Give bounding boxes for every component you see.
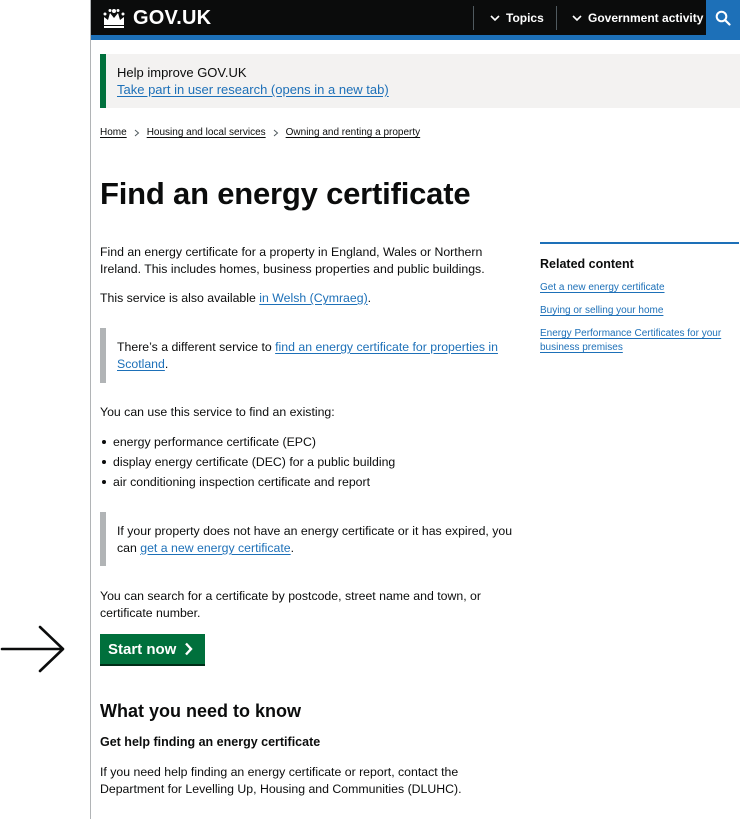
user-research-banner: [100, 54, 740, 108]
expired-text-prefix: If your property does not have an energy certificate or it has expired, you can: [117, 524, 513, 555]
government-activity-label: Government activity: [588, 10, 704, 25]
help-paragraph: If you need help finding an energy certificate or report, contact the Department for Levelling Up, Housing and Communities (DLUHC).: [100, 765, 462, 796]
welsh-availability-paragraph: [100, 290, 520, 307]
user-research-link[interactable]: Take part in user research (opens in a new tab): [117, 82, 389, 97]
get-help-heading: Get help finding an energy certificate: [100, 735, 321, 749]
crown-icon: [101, 7, 127, 29]
header-blue-bar: [91, 35, 740, 40]
welsh-text-prefix: This service is also available: [100, 291, 260, 305]
header-divider: [556, 6, 557, 30]
topics-label: Topics: [506, 10, 544, 25]
chevron-down-icon: [572, 14, 582, 22]
start-now-label: Start now: [108, 640, 177, 658]
topics-menu-button[interactable]: [490, 0, 544, 35]
intro-paragraph: Find an energy certificate for a property in England, Wales or Northern Ireland. This includes homes, business properties and public buildings.: [100, 245, 485, 276]
certificate-types-list: [100, 432, 395, 492]
site-header: [91, 0, 750, 35]
breadcrumb-home[interactable]: Home: [100, 127, 127, 138]
breadcrumb-owning-renting[interactable]: Owning and renting a property: [285, 127, 421, 138]
welsh-text-suffix: .: [367, 291, 372, 305]
list-item: display energy certificate (DEC) for a public building: [100, 452, 395, 472]
search-icon: [715, 10, 731, 26]
related-link-business-premises[interactable]: Energy Performance Certificates for your business premises: [540, 328, 722, 353]
related-link-new-certificate[interactable]: Get a new energy certificate: [540, 282, 665, 293]
breadcrumb-housing[interactable]: Housing and local services: [146, 127, 266, 138]
chevron-down-icon: [490, 14, 500, 22]
header-divider: [473, 6, 474, 30]
expired-text-suffix: .: [290, 541, 295, 555]
welsh-link[interactable]: in Welsh (Cymraeg): [259, 291, 368, 305]
page: [91, 0, 750, 819]
govuk-logo-text: GOV.UK: [133, 6, 212, 29]
banner-title: Help improve GOV.UK: [117, 65, 247, 80]
related-content-title: Related content: [540, 257, 634, 271]
government-activity-menu-button[interactable]: [572, 0, 703, 35]
existing-intro-text: You can use this service to find an existing:: [100, 405, 335, 419]
scotland-inset-text: [100, 328, 520, 383]
related-link-buying-selling[interactable]: Buying or selling your home: [540, 305, 664, 316]
govuk-home-link[interactable]: [101, 6, 211, 30]
start-now-button[interactable]: [100, 634, 205, 664]
get-new-certificate-link[interactable]: get a new energy certificate: [140, 541, 291, 555]
chevron-right-icon: [273, 129, 279, 137]
scotland-text-prefix: There’s a different service to: [117, 340, 276, 354]
annotation-arrow-icon: [0, 623, 70, 675]
list-item: air conditioning inspection certificate and report: [100, 472, 395, 492]
chevron-right-icon: [184, 642, 193, 656]
search-info-paragraph: You can search for a certificate by postcode, street name and town, or certificate number.: [100, 589, 481, 620]
list-item: energy performance certificate (EPC): [100, 432, 395, 452]
header-edge: [740, 0, 750, 35]
breadcrumb: [100, 127, 420, 138]
chevron-right-icon: [134, 129, 140, 137]
page-title: Find an energy certificate: [100, 176, 471, 211]
related-content: [540, 242, 739, 364]
search-button[interactable]: [706, 0, 740, 35]
scotland-text-suffix: .: [164, 357, 169, 371]
expired-certificate-inset-text: [100, 512, 525, 566]
what-you-need-heading: What you need to know: [100, 701, 301, 721]
scotland-certificate-link[interactable]: find an energy certificate for properties in Scotland: [117, 340, 498, 371]
